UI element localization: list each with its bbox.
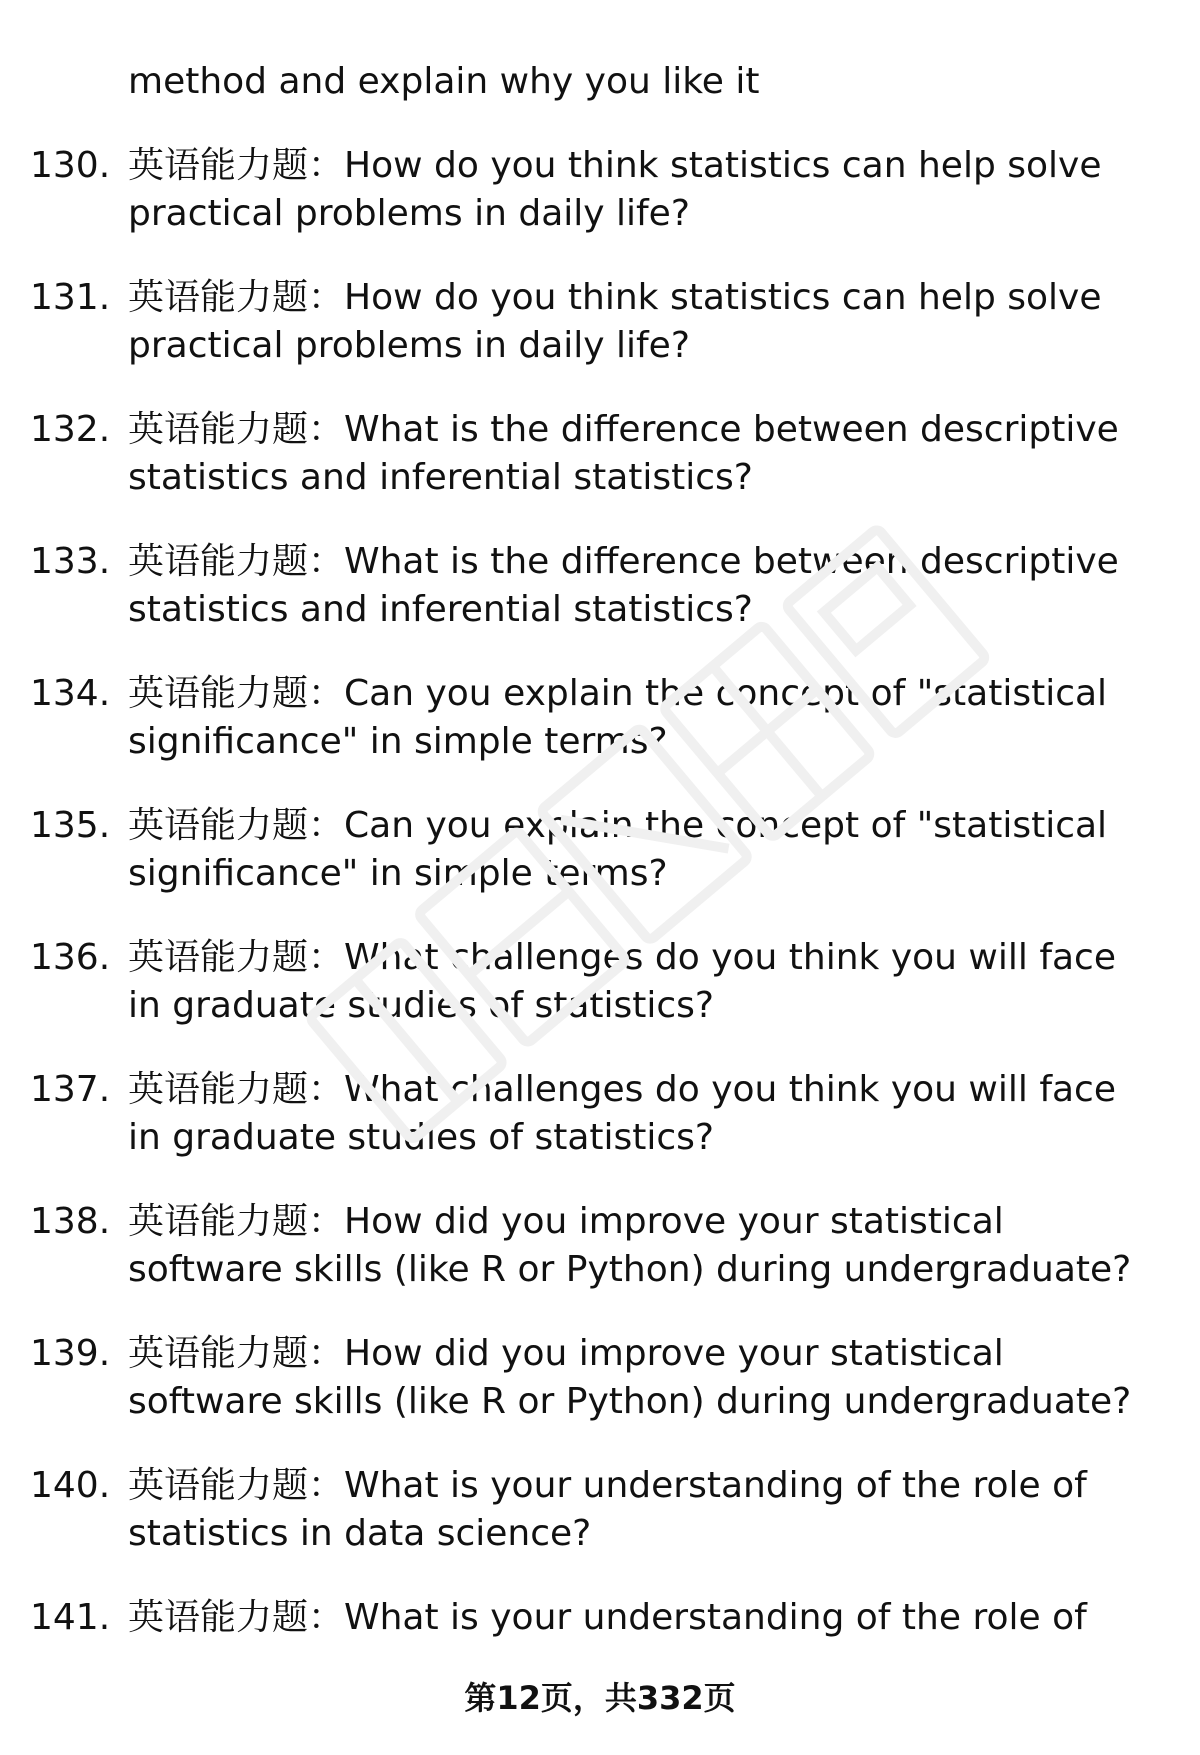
question-number: 141.: [30, 1597, 111, 1638]
question-item: [0, 142, 1200, 238]
question-item: [0, 1462, 1200, 1558]
question-tag: 英语能力题：: [128, 1597, 345, 1638]
question-number: 132.: [30, 409, 111, 450]
question-text: What is the difference between descriptive statistics and inferential statistics?: [128, 541, 1119, 630]
question-tag: 英语能力题：: [128, 145, 345, 186]
question-item: [0, 934, 1200, 1030]
question-text: How did you improve your statistical software skills (like R or Python) during undergraduate?: [128, 1201, 1132, 1290]
question-tag: 英语能力题：: [128, 409, 345, 450]
question-item: [0, 1594, 1200, 1690]
question-number: 140.: [30, 1465, 111, 1506]
question-number: 137.: [30, 1069, 111, 1110]
continuation-text: method and explain why you like it: [128, 61, 760, 102]
question-text-wrap: [128, 1594, 1138, 1642]
question-tag: 英语能力题：: [128, 1069, 345, 1110]
question-item: [0, 1198, 1200, 1294]
question-tag: 英语能力题：: [128, 673, 345, 714]
question-number: 130.: [30, 145, 111, 186]
question-tag: 英语能力题：: [128, 277, 345, 318]
question-text: How do you think statistics can help solve practical problems in daily life?: [128, 145, 1102, 234]
question-item: [0, 406, 1200, 502]
question-text-wrap: [128, 670, 1138, 766]
question-text-wrap: [128, 1330, 1138, 1426]
question-text-wrap: [128, 142, 1138, 238]
question-text: How do you think statistics can help solve practical problems in daily life?: [128, 277, 1102, 366]
question-item: [0, 1066, 1200, 1162]
question-text-wrap: [128, 1198, 1138, 1294]
question-item: [0, 670, 1200, 766]
question-text: Can you explain the concept of "statistical significance" in simple terms?: [128, 673, 1108, 762]
question-tag: 英语能力题：: [128, 805, 345, 846]
question-text: What is the difference between descriptive statistics and inferential statistics?: [128, 409, 1119, 498]
page-footer: 第12页，共332页: [464, 1679, 736, 1717]
question-tag: 英语能力题：: [128, 1465, 345, 1506]
question-text-wrap: [128, 934, 1138, 1030]
question-number: 131.: [30, 277, 111, 318]
question-text: What challenges do you think you will face in graduate studies of statistics?: [128, 1069, 1116, 1158]
question-text-wrap: [128, 406, 1138, 502]
question-number: 133.: [30, 541, 111, 582]
question-number: 136.: [30, 937, 111, 978]
question-item: [0, 1330, 1200, 1426]
question-text: What is your understanding of the role of statistics in data science?: [128, 1465, 1087, 1554]
question-number: 134.: [30, 673, 111, 714]
question-text-wrap: [128, 1462, 1138, 1558]
question-item: [0, 538, 1200, 634]
question-text: What is your understanding of the role of: [344, 1597, 1087, 1638]
question-text: Can you explain the concept of "statistical significance" in simple terms?: [128, 805, 1108, 894]
question-number: 135.: [30, 805, 111, 846]
question-text: How did you improve your statistical software skills (like R or Python) during undergraduate?: [128, 1333, 1132, 1422]
question-list: [0, 142, 1200, 1726]
question-text-wrap: [128, 274, 1138, 370]
question-text-wrap: [128, 802, 1138, 898]
question-tag: 英语能力题：: [128, 541, 345, 582]
question-text-wrap: [128, 538, 1138, 634]
question-number: 139.: [30, 1333, 111, 1374]
question-tag: 英语能力题：: [128, 1333, 345, 1374]
question-text-wrap: [128, 1066, 1138, 1162]
question-text: What challenges do you think you will face in graduate studies of statistics?: [128, 937, 1116, 1026]
question-item: [0, 274, 1200, 370]
question-item: [0, 802, 1200, 898]
question-number: 138.: [30, 1201, 111, 1242]
question-tag: 英语能力题：: [128, 1201, 345, 1242]
question-tag: 英语能力题：: [128, 937, 345, 978]
